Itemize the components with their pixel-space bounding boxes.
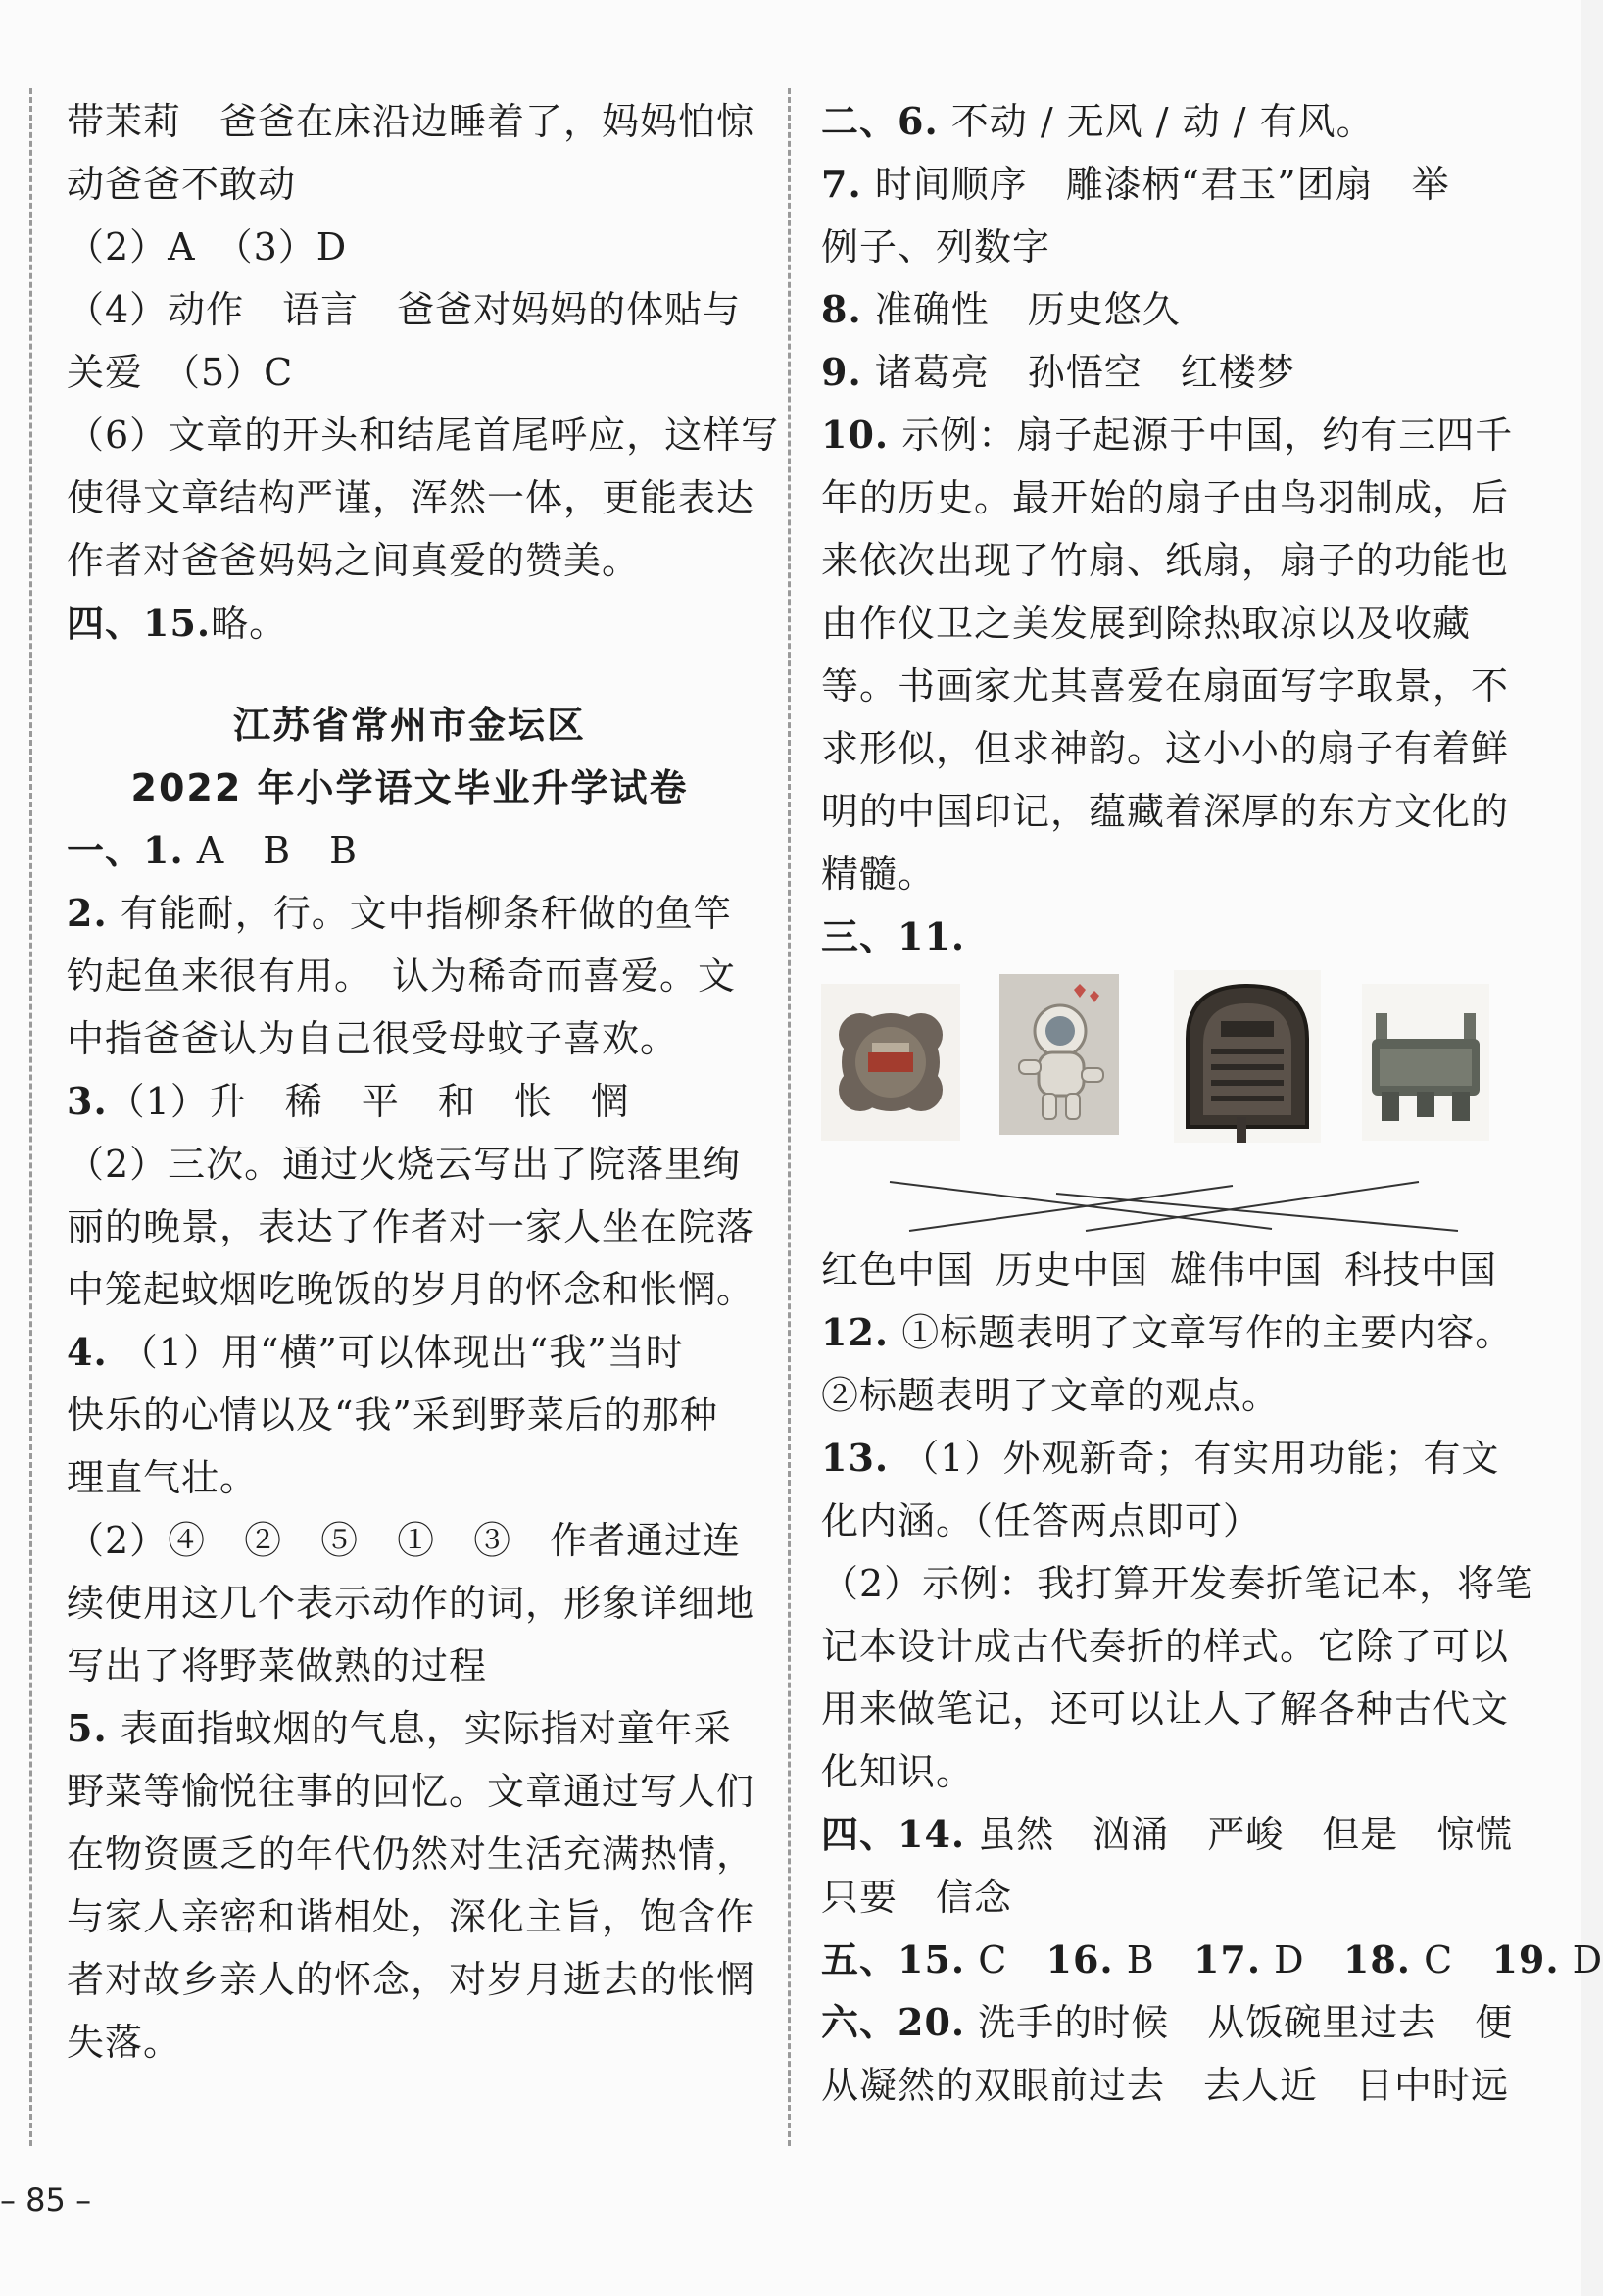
question-3 bbox=[67, 1070, 753, 1133]
answer-text: 准确性 历史悠久 bbox=[874, 288, 1181, 331]
answer-line: ②标题表明了文章的观点。 bbox=[821, 1374, 1281, 1417]
question-number: 四、15. bbox=[67, 601, 212, 645]
question-7 bbox=[821, 153, 1507, 216]
answer-line: 理直气壮。 bbox=[67, 1456, 259, 1499]
question-number: 2. bbox=[67, 891, 108, 935]
answer-text: D bbox=[1274, 1938, 1305, 1981]
question-number: 二、6. bbox=[821, 99, 939, 143]
answer-line: 写出了将野菜做熟的过程 bbox=[67, 1644, 488, 1687]
question-8 bbox=[821, 278, 1507, 341]
question-15 bbox=[67, 592, 753, 655]
answer-line: 记本设计成古代奏折的样式。它除了可以 bbox=[821, 1625, 1510, 1668]
question-number: 10. bbox=[821, 413, 890, 457]
answer-text: 洗手的时候 从饭碗里过去 便 bbox=[978, 2001, 1514, 2044]
section-title-region: 江苏省常州市金坛区 bbox=[232, 704, 586, 747]
label-grand-china: 雄伟中国 bbox=[1169, 1248, 1323, 1292]
label-history-china: 历史中国 bbox=[995, 1248, 1148, 1292]
answer-line: 在物资匮乏的年代仍然对生活充满热情， bbox=[67, 1832, 755, 1876]
answer-line: （2）A （3）D bbox=[67, 225, 348, 269]
answer-line: 年的历史。最开始的扇子由鸟羽制成，后 bbox=[821, 476, 1510, 519]
questions-15-19 bbox=[821, 1929, 1603, 1991]
label-red-china: 红色中国 bbox=[821, 1248, 975, 1292]
question-number: 7. bbox=[821, 162, 862, 206]
answer-line: 动爸爸不敢动 bbox=[67, 163, 297, 206]
answer-line: 失落。 bbox=[67, 2021, 182, 2064]
answer-line: 续使用这几个表示动作的词，形象详细地 bbox=[67, 1582, 755, 1625]
answer-line: 例子、列数字 bbox=[821, 225, 1051, 269]
answer-line: （6）文章的开头和结尾首尾呼应，这样写 bbox=[67, 414, 780, 457]
answer-line: 化知识。 bbox=[821, 1750, 975, 1793]
answer-text: B bbox=[1126, 1938, 1155, 1981]
answer-line: 中笼起蚊烟吃晚饭的岁月的怀念和怅惘。 bbox=[67, 1268, 755, 1311]
question-2 bbox=[67, 882, 753, 945]
question-number: 三、11. bbox=[821, 914, 966, 958]
answer-line: 从凝然的双眼前过去 去人近 日中时远 bbox=[821, 2064, 1510, 2107]
answer-line: （4）动作 语言 爸爸对妈妈的体贴与 bbox=[67, 288, 742, 331]
question-13 bbox=[821, 1427, 1507, 1490]
answer-text: （1）用“横”可以体现出“我”当时 bbox=[120, 1331, 684, 1374]
question-5 bbox=[67, 1697, 753, 1760]
answer-line: 作者对爸爸妈妈之间真爱的赞美。 bbox=[67, 539, 641, 582]
answer-text: （1）外观新奇；有实用功能；有文 bbox=[901, 1437, 1500, 1480]
question-number: 3. bbox=[67, 1079, 108, 1123]
answer-line: 求形似，但求神韵。这小小的扇子有着鲜 bbox=[821, 727, 1510, 770]
page-number: – 85 – bbox=[0, 2181, 92, 2219]
question-number: 五、15. bbox=[821, 1937, 966, 1981]
question-number: 17. bbox=[1192, 1937, 1262, 1981]
question-6 bbox=[821, 90, 1507, 153]
answer-line: 带茉莉 爸爸在床沿边睡着了，妈妈怕惊 bbox=[67, 100, 755, 143]
question-9 bbox=[821, 341, 1507, 404]
answer-line: 等。书画家尤其喜爱在扇面写字取景，不 bbox=[821, 664, 1510, 708]
question-number: 8. bbox=[821, 287, 862, 331]
matching-labels bbox=[821, 1239, 1497, 1301]
question-number: 13. bbox=[821, 1436, 890, 1480]
answer-line: 用来做笔记，还可以让人了解各种古代文 bbox=[821, 1687, 1510, 1731]
answer-text: 略。 bbox=[211, 602, 288, 645]
left-column bbox=[67, 90, 780, 2074]
question-number: 12. bbox=[821, 1310, 890, 1354]
question-14 bbox=[821, 1803, 1514, 1866]
matching-images bbox=[821, 974, 1507, 1239]
question-10 bbox=[821, 404, 1514, 466]
left-dashed-divider bbox=[29, 88, 32, 2146]
answer-text: 诸葛亮 孙悟空 红楼梦 bbox=[874, 351, 1295, 394]
column-dashed-divider bbox=[788, 88, 791, 2146]
match-line bbox=[909, 1186, 1233, 1231]
answer-line: 化内涵。（任答两点即可） bbox=[821, 1499, 1262, 1542]
answer-text: C bbox=[978, 1938, 1008, 1981]
question-number: 9. bbox=[821, 350, 862, 394]
answer-line: 野菜等愉悦往事的回忆。文章通过写人们 bbox=[67, 1770, 755, 1813]
answer-line: 与家人亲密和谐相处，深化主旨，饱含作 bbox=[67, 1895, 755, 1938]
answer-line: （2）三次。通过火烧云写出了院落里绚 bbox=[67, 1143, 742, 1186]
answer-line: 由作仪卫之美发展到除热取凉以及收藏 bbox=[821, 602, 1472, 645]
answer-line: 关爱 （5）C bbox=[67, 351, 294, 394]
question-number: 5. bbox=[67, 1706, 108, 1750]
answer-line: 快乐的心情以及“我”采到野菜后的那种 bbox=[67, 1393, 718, 1437]
question-4 bbox=[67, 1321, 753, 1384]
answer-text: A B B bbox=[196, 829, 359, 872]
question-number: 六、20. bbox=[821, 2000, 966, 2044]
matching-answer-lines bbox=[821, 974, 1507, 1239]
right-column bbox=[821, 90, 1603, 2117]
question-20 bbox=[821, 1991, 1514, 2054]
answer-text: 虽然 汹涌 严峻 但是 惊慌 bbox=[978, 1813, 1514, 1856]
answer-text: （1）升 稀 平 和 怅 惘 bbox=[107, 1080, 629, 1123]
answer-line: （2）示例：我打算开发奏折笔记本，将笔 bbox=[821, 1562, 1534, 1605]
answer-line: （2）④ ② ⑤ ① ③ 作者通过连 bbox=[67, 1519, 742, 1562]
answer-line: 来依次出现了竹扇、纸扇，扇子的功能也 bbox=[821, 539, 1510, 582]
question-11 bbox=[821, 905, 1507, 968]
question-number: 19. bbox=[1491, 1937, 1560, 1981]
answer-line: 者对故乡亲人的怀念，对岁月逝去的怅惘 bbox=[67, 1958, 755, 2001]
question-number: 16. bbox=[1045, 1937, 1114, 1981]
question-number: 一、1. bbox=[67, 828, 184, 872]
answer-text: 示例：扇子起源于中国，约有三四千 bbox=[901, 414, 1514, 457]
section-title-exam: 2022 年小学语文毕业升学试卷 bbox=[130, 766, 689, 809]
question-number: 四、14. bbox=[821, 1812, 966, 1856]
answer-text: C bbox=[1424, 1938, 1454, 1981]
answer-line: 明的中国印记，蕴藏着深厚的东方文化的 bbox=[821, 790, 1510, 833]
answer-text: 有能耐，行。文中指柳条秆做的鱼竿 bbox=[120, 892, 732, 935]
answer-line: 中指爸爸认为自己很受母蚊子喜欢。 bbox=[67, 1017, 679, 1060]
answer-text: 时间顺序 雕漆柄“君玉”团扇 举 bbox=[874, 163, 1450, 206]
answer-text: ①标题表明了文章写作的主要内容。 bbox=[901, 1311, 1514, 1354]
answer-text: D bbox=[1572, 1938, 1603, 1981]
label-tech-china: 科技中国 bbox=[1343, 1248, 1497, 1292]
question-number: 18. bbox=[1342, 1937, 1412, 1981]
answer-line: 使得文章结构严谨，浑然一体，更能表达 bbox=[67, 476, 755, 519]
match-line bbox=[1056, 1194, 1458, 1231]
answer-text: 表面指蚊烟的气息，实际指对童年采 bbox=[120, 1707, 732, 1750]
answer-text: 不动 / 无风 / 动 / 有风。 bbox=[950, 100, 1375, 143]
answer-line: 丽的晚景，表达了作者对一家人坐在院落 bbox=[67, 1205, 755, 1248]
question-number: 4. bbox=[67, 1330, 108, 1374]
question-1 bbox=[67, 819, 753, 882]
answer-line: 精髓。 bbox=[821, 853, 937, 896]
answer-line: 钓起鱼来很有用。 认为稀奇而喜爱。文 bbox=[67, 954, 737, 998]
question-12 bbox=[821, 1301, 1514, 1364]
answer-line: 只要 信念 bbox=[821, 1876, 1013, 1919]
